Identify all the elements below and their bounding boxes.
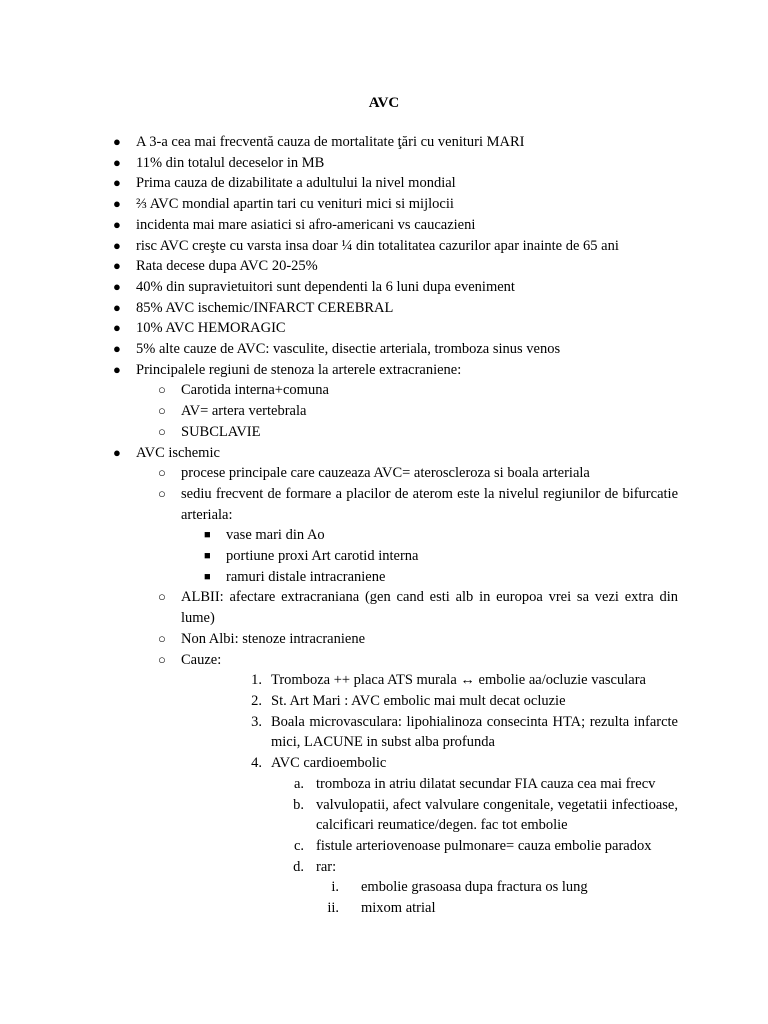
bullet-marker: ● [113, 444, 121, 460]
sub-list-item [0, 380, 768, 401]
list-item-text: Boala microvasculara: lipohialinoza consecinta HTA; rezulta infarcte mici, LACUNE in subst alba profunda [271, 713, 678, 751]
letter-marker: c. [293, 837, 304, 854]
bullet-marker: ● [113, 134, 121, 149]
list-item-text: 5% alte cauze de AVC: vasculite, disectie arteriala, tromboza sinus venos [136, 341, 561, 358]
bullet-list [0, 132, 768, 919]
roman-list-item [0, 898, 768, 919]
bullet-marker: ● [113, 278, 121, 294]
list-item-text: incidenta mai mare asiatici si afro-americani vs caucazieni [136, 216, 476, 233]
list-item-text: AVC ischemic [136, 444, 220, 461]
square-bullet-marker: ■ [204, 529, 211, 542]
list-item-text: SUBCLAVIE [181, 423, 261, 440]
list-item [0, 236, 768, 257]
list-item-text: A 3-a cea mai frecventă cauza de mortalitate ţări cu venituri MARI [136, 134, 525, 150]
list-item-text: mixom atrial [361, 900, 436, 917]
document-title: AVC [368, 95, 400, 111]
list-item [0, 256, 768, 277]
list-item-text: valvulopatii, afect valvulare congenitale, vegetatii infectioase, calcificari reumatice/degen. fac tot embolie [316, 796, 678, 834]
list-item-text: sediu frecvent de formare a placilor de aterom este la nivelul regiunilor de bifurcatie arteriala: [181, 485, 678, 523]
list-item [0, 194, 768, 215]
bullet-marker: ● [113, 237, 121, 253]
list-item [0, 132, 768, 153]
list-item-text: risc AVC creşte cu varsta insa doar ¼ din totalitatea cazurilor apar inainte de 65 ani [136, 237, 619, 254]
number-marker: 1. [251, 672, 262, 689]
square-bullet-marker: ■ [204, 550, 211, 563]
list-item-text: AV= artera vertebrala [181, 403, 307, 420]
bullet-marker: ● [113, 320, 121, 336]
lettered-list-item [0, 795, 768, 836]
sub-list-item [0, 463, 768, 484]
number-marker: 2. [251, 692, 262, 709]
hollow-bullet-marker: ○ [158, 651, 166, 667]
list-item [0, 318, 768, 339]
hollow-bullet-marker: ○ [158, 589, 166, 605]
list-item [0, 298, 768, 319]
roman-list-item [0, 877, 768, 898]
list-item-text: Tromboza ++ placa ATS murala ↔ embolie aa/ocluzie vasculara [271, 672, 646, 689]
list-item [0, 215, 768, 236]
list-item [0, 360, 768, 381]
hollow-bullet-marker: ○ [158, 465, 166, 481]
sub-sub-list-item [0, 546, 768, 567]
list-item-text: fistule arteriovenoase pulmonare= cauza embolie paradox [316, 837, 652, 854]
list-item-text: St. Art Mari : AVC embolic mai mult decat ocluzie [271, 692, 566, 709]
square-bullet-marker: ■ [204, 570, 211, 583]
list-item-text: portiune proxi Art carotid interna [226, 548, 419, 565]
hollow-bullet-marker: ○ [158, 630, 166, 646]
list-item-text: ⅔ AVC mondial apartin tari cu venituri mici si mijlocii [136, 196, 454, 213]
roman-marker: i. [331, 879, 339, 896]
hollow-bullet-marker: ○ [158, 403, 166, 419]
list-item-text: Prima cauza de dizabilitate a adultului la nivel mondial [136, 175, 456, 192]
list-item-text: Non Albi: stenoze intracraniene [181, 630, 366, 647]
lettered-list-item [0, 857, 768, 878]
sub-list-item [0, 484, 768, 525]
list-item-text: AVC cardioembolic [271, 755, 387, 772]
list-item-text: tromboza in atriu dilatat secundar FIA cauza cea mai frecv [316, 775, 656, 792]
list-item-text: ramuri distale intracraniene [226, 568, 386, 585]
hollow-bullet-marker: ○ [158, 382, 166, 398]
hollow-bullet-marker: ○ [158, 423, 166, 439]
list-item [0, 277, 768, 298]
sub-list-item [0, 629, 768, 650]
numbered-list-item [0, 670, 768, 691]
number-marker: 3. [251, 713, 262, 730]
number-marker: 4. [251, 755, 262, 772]
sub-list-item [0, 650, 768, 671]
list-item-text: 11% din totalul deceselor in MB [136, 154, 325, 171]
list-item-text: Principalele regiuni de stenoza la arterele extracraniene: [136, 361, 462, 378]
letter-marker: a. [293, 775, 304, 792]
roman-marker: ii. [327, 900, 339, 917]
bullet-marker: ● [113, 196, 121, 212]
sub-list-item [0, 422, 768, 443]
numbered-list-item [0, 691, 768, 712]
bullet-marker: ● [113, 361, 121, 377]
list-item-text: embolie grasoasa dupa fractura os lung [361, 879, 588, 896]
bullet-marker: ● [113, 154, 121, 170]
numbered-list-item [0, 753, 768, 774]
list-item-text: Carotida interna+comuna [181, 382, 329, 399]
bullet-marker: ● [113, 341, 121, 357]
list-item [0, 339, 768, 360]
list-item-text: rar: [316, 858, 337, 875]
list-item-text: 10% AVC HEMORAGIC [136, 320, 286, 337]
letter-marker: d. [293, 858, 304, 875]
lettered-list-item [0, 774, 768, 795]
bullet-marker: ● [113, 258, 121, 274]
bullet-marker: ● [113, 216, 121, 232]
list-item-text: vase mari din Ao [226, 527, 325, 544]
list-item-text: ALBII: afectare extracraniana (gen cand esti alb in europoa vrei sa vezi extra din lume) [181, 589, 678, 627]
numbered-list-item [0, 712, 768, 753]
lettered-list-item [0, 836, 768, 857]
list-item-text: Rata decese dupa AVC 20-25% [136, 258, 318, 275]
list-item-text: Cauze: [181, 651, 222, 668]
hollow-bullet-marker: ○ [158, 485, 166, 501]
bullet-marker: ● [113, 299, 121, 315]
list-item-text: 85% AVC ischemic/INFARCT CEREBRAL [136, 299, 394, 316]
bullet-marker: ● [113, 175, 121, 191]
sub-sub-list-item [0, 567, 768, 588]
list-item [0, 173, 768, 194]
sub-list-item [0, 587, 768, 628]
list-item [0, 443, 768, 464]
list-item-text: procese principale care cauzeaza AVC= ateroscleroza si boala arteriala [181, 465, 590, 482]
list-item [0, 153, 768, 174]
list-item-text: 40% din supravietuitori sunt dependenti la 6 luni dupa eveniment [136, 278, 515, 295]
letter-marker: b. [293, 796, 304, 813]
sub-list-item [0, 401, 768, 422]
sub-sub-list-item [0, 525, 768, 546]
